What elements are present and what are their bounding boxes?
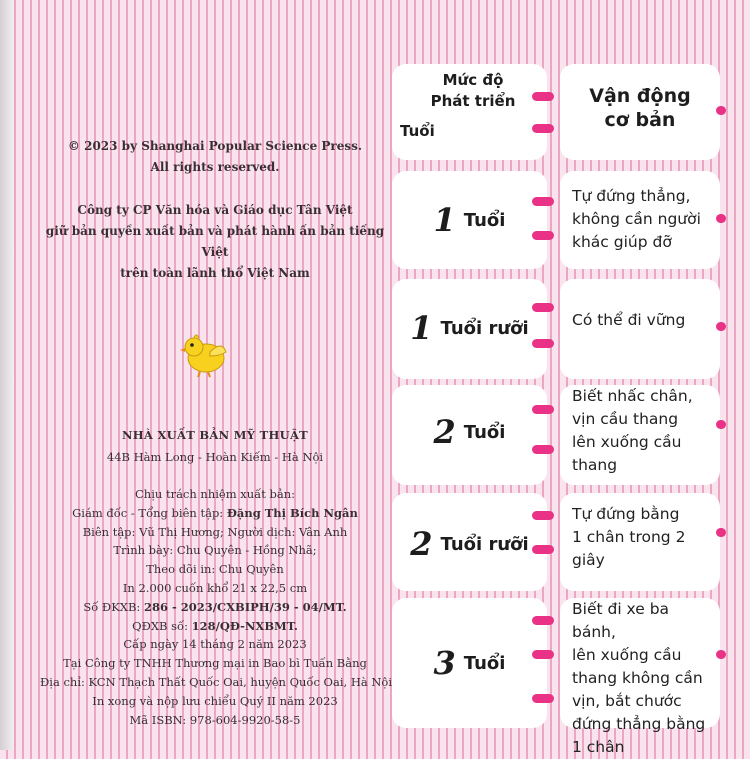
copyright-notice: © 2023 by Shanghai Popular Science Press. All rights reserved. [67,139,363,174]
credit-printer: Tại Công ty TNHH Thương mại in Bao bì Tuấn Bằng [63,656,367,671]
credit-dkxb: Số ĐKXB: 286 - 2023/CXBIPH/39 - 04/MT. [83,599,347,614]
skill-card-4: Tự đứng bằng 1 chân trong 2 giây [560,493,720,591]
credit-printer-address: Địa chỉ: KCN Thạch Thất Quốc Oai, huyện Quốc Oai, Hà Nội [40,674,393,689]
binder-tab [716,420,726,429]
publisher-name: NHÀ XUẤT BẢN MỸ THUẬT [121,428,309,442]
skill-card-5: Biết đi xe ba bánh, lên xuống cầu thang không cần vịn, bắt chước đứng thẳng bằng 1 chân [560,598,720,728]
publisher-address: 44B Hàm Long - Hoàn Kiếm - Hà Nội [106,450,324,464]
credit-director: Giám đốc - Tổng biên tập: Đặng Thị Bích Ngân [72,505,358,520]
header-age-card [392,64,547,160]
binder-ring [532,650,554,659]
header-level-label: Mức độ Phát triển [430,71,516,110]
credit-monitor: Theo dõi in: Chu Quyên [146,562,284,577]
credit-deposit: In xong và nộp lưu chiểu Quý II năm 2023 [92,693,338,708]
credit-issued: Cấp ngày 14 tháng 2 năm 2023 [123,637,307,652]
binder-tab [716,650,726,659]
age-card-2: 1 Tuổi rưỡi [392,279,547,379]
binder-ring [532,197,554,206]
binder-ring [532,339,554,348]
age-card-5: 3 Tuổi [392,598,547,728]
credit-isbn: Mã ISBN: 978-604-9920-58-5 [129,712,301,727]
binder-ring [532,694,554,703]
skill-card-3: Biết nhấc chân, vịn cầu thang lên xuống cầu thang [560,385,720,485]
binder-ring [532,545,554,554]
page-edge [0,0,14,750]
rights-notice: Công ty CP Văn hóa và Giáo dục Tân Việt giữ bản quyền xuất bản và phát hành ấn bản tiếng Việt trên toàn lãnh thổ Việt Nam [45,203,385,280]
binder-tab [716,322,726,331]
age-card-1: 1 Tuổi [392,171,547,269]
credit-qdxb: QĐXB số: 128/QĐ-NXBMT. [132,618,298,633]
credits-block [40,485,393,729]
header-skill-label: Vận động cơ bản [589,85,691,131]
chick-icon [180,330,230,380]
binder-ring [532,124,554,133]
header-age-label: Tuổi [400,122,435,140]
binder-ring [532,92,554,101]
binder-ring [532,616,554,625]
credit-print-run: In 2.000 cuốn khổ 21 x 22,5 cm [122,580,308,595]
skill-card-1: Tự đứng thẳng, không cần người khác giúp đỡ [560,171,720,269]
binder-ring [532,405,554,414]
age-card-3: 2 Tuổi [392,385,547,485]
development-table [392,0,750,756]
skill-card-2: Có thể đi vững [560,279,720,379]
imprint-column [40,0,393,750]
credit-responsible: Chịu trách nhiệm xuất bản: [135,487,295,501]
age-card-4: 2 Tuổi rưỡi [392,493,547,591]
credit-editor: Biên tập: Vũ Thị Hương; Người dịch: Vân Anh [82,524,348,539]
binder-ring [532,303,554,312]
binder-tab [716,214,726,223]
binder-ring [532,231,554,240]
binder-ring [532,445,554,454]
credit-layout: Trình bày: Chu Quyên - Hồng Nhã; [113,543,317,558]
header-skill-card [560,64,720,160]
binder-tab [716,528,726,537]
binder-ring [532,511,554,520]
binder-tab [716,106,726,115]
